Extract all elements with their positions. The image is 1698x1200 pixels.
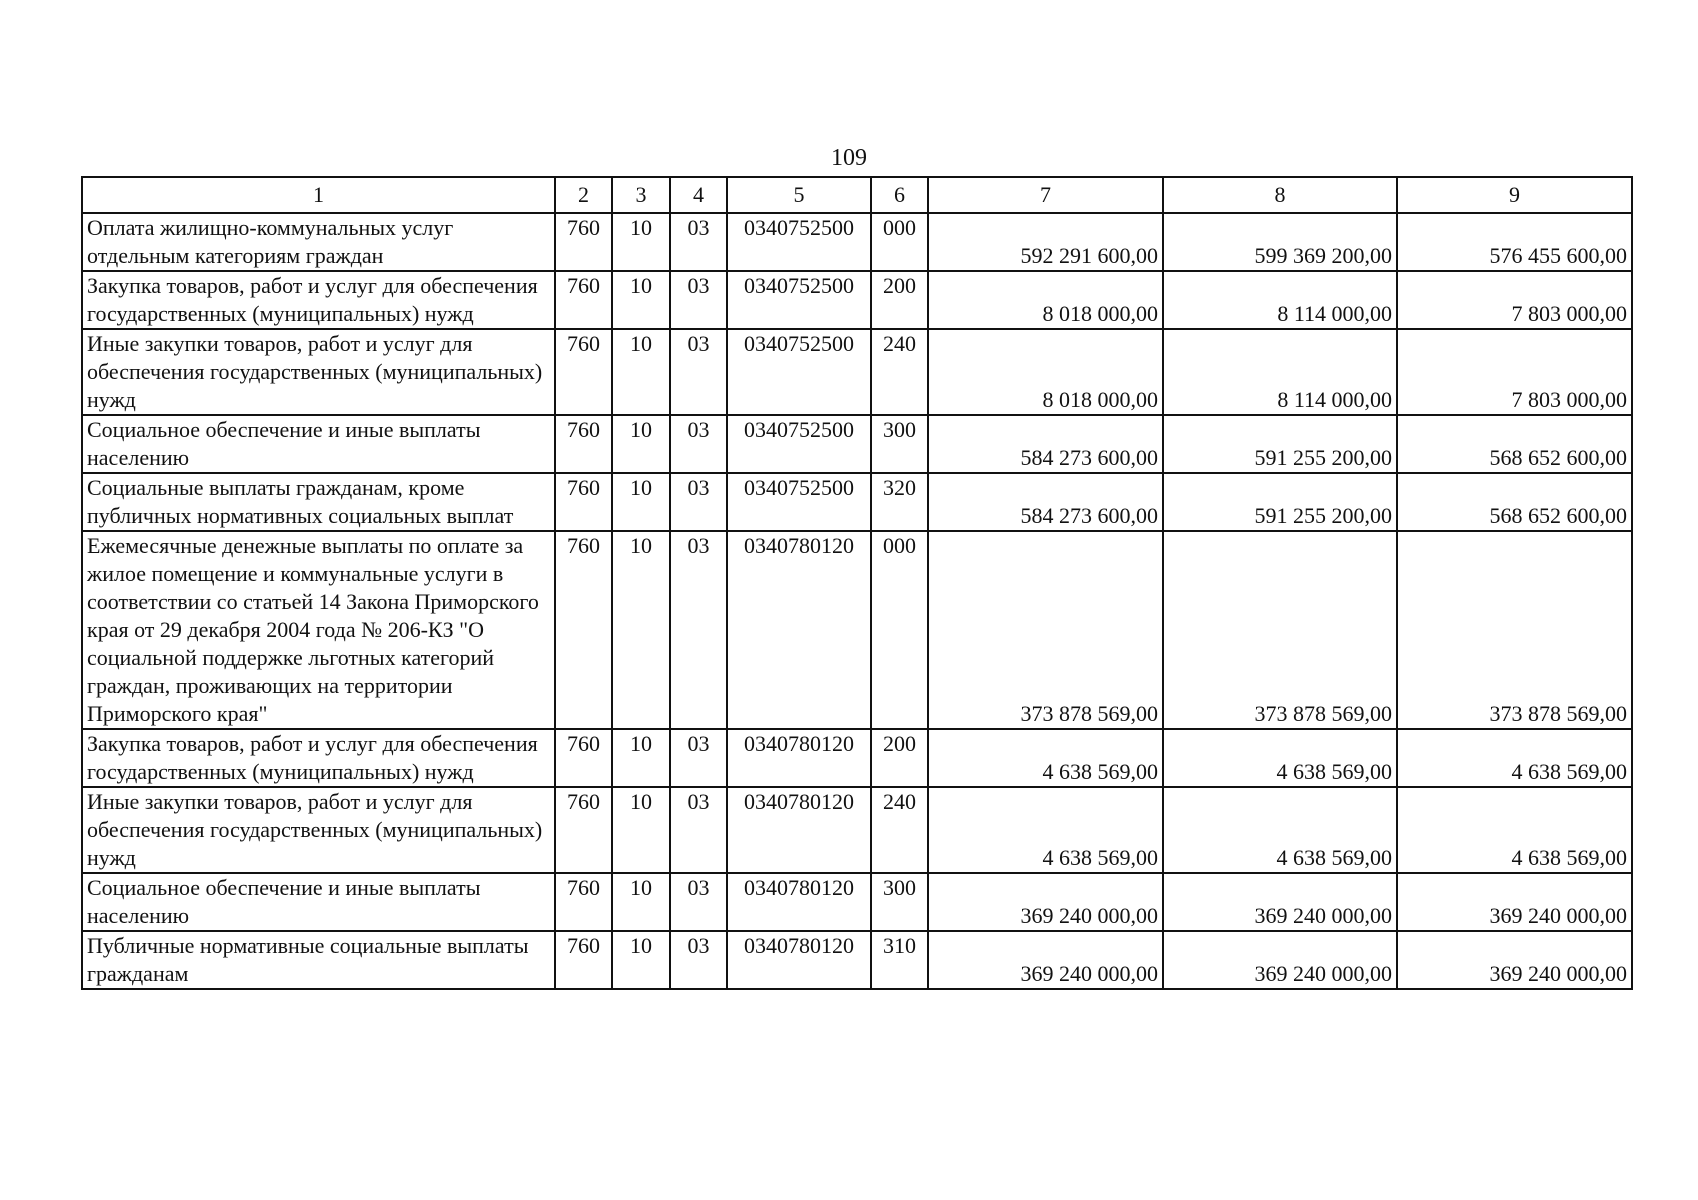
code-col-2: 760: [555, 271, 612, 329]
amount-col-7: 584 273 600,00: [928, 415, 1163, 473]
code-col-6: 200: [871, 271, 928, 329]
table-row: [82, 415, 1632, 473]
code-col-5: 0340780120: [727, 729, 871, 787]
code-col-5: 0340752500: [727, 271, 871, 329]
column-header: 1: [82, 177, 555, 213]
table-body: [82, 213, 1632, 989]
amount-col-8: 4 638 569,00: [1163, 729, 1397, 787]
table-row: [82, 931, 1632, 989]
table-row: [82, 473, 1632, 531]
expense-name: Иные закупки товаров, работ и услуг для обеспечения государственных (муниципальных) нужд: [82, 329, 555, 415]
amount-col-8: 599 369 200,00: [1163, 213, 1397, 271]
code-col-2: 760: [555, 787, 612, 873]
code-col-5: 0340752500: [727, 213, 871, 271]
amount-col-7: 369 240 000,00: [928, 873, 1163, 931]
code-col-4: 03: [670, 873, 727, 931]
header-row: [82, 177, 1632, 213]
code-col-3: 10: [612, 531, 670, 729]
amount-col-9: 7 803 000,00: [1397, 271, 1632, 329]
code-col-4: 03: [670, 213, 727, 271]
amount-col-9: 369 240 000,00: [1397, 873, 1632, 931]
amount-col-8: 591 255 200,00: [1163, 473, 1397, 531]
table-header: [82, 177, 1632, 213]
amount-col-8: 8 114 000,00: [1163, 271, 1397, 329]
table-row: [82, 873, 1632, 931]
expense-name: Закупка товаров, работ и услуг для обеспечения государственных (муниципальных) нужд: [82, 729, 555, 787]
code-col-2: 760: [555, 873, 612, 931]
code-col-4: 03: [670, 729, 727, 787]
code-col-3: 10: [612, 729, 670, 787]
code-col-3: 10: [612, 415, 670, 473]
code-col-4: 03: [670, 415, 727, 473]
amount-col-9: 7 803 000,00: [1397, 329, 1632, 415]
column-header: 6: [871, 177, 928, 213]
code-col-6: 240: [871, 329, 928, 415]
expense-name: Социальные выплаты гражданам, кроме публичных нормативных социальных выплат: [82, 473, 555, 531]
column-header: 3: [612, 177, 670, 213]
amount-col-7: 373 878 569,00: [928, 531, 1163, 729]
amount-col-7: 592 291 600,00: [928, 213, 1163, 271]
code-col-3: 10: [612, 787, 670, 873]
code-col-6: 000: [871, 531, 928, 729]
code-col-4: 03: [670, 329, 727, 415]
amount-col-7: 4 638 569,00: [928, 729, 1163, 787]
code-col-4: 03: [670, 931, 727, 989]
table-row: [82, 213, 1632, 271]
code-col-2: 760: [555, 531, 612, 729]
expense-name: Ежемесячные денежные выплаты по оплате за жилое помещение и коммунальные услуги в соответствии со статьей 14 Закона Приморского края от 29 декабря 2004 года № 206-КЗ "О социальной поддержке льготных категорий граждан, проживающих на территории Приморского края": [82, 531, 555, 729]
code-col-2: 760: [555, 473, 612, 531]
amount-col-8: 369 240 000,00: [1163, 873, 1397, 931]
table-row: [82, 729, 1632, 787]
code-col-3: 10: [612, 213, 670, 271]
code-col-2: 760: [555, 729, 612, 787]
amount-col-8: 373 878 569,00: [1163, 531, 1397, 729]
column-header: 9: [1397, 177, 1632, 213]
column-header: 8: [1163, 177, 1397, 213]
column-header: 7: [928, 177, 1163, 213]
budget-table: [81, 176, 1633, 990]
amount-col-9: 576 455 600,00: [1397, 213, 1632, 271]
amount-col-9: 4 638 569,00: [1397, 787, 1632, 873]
expense-name: Закупка товаров, работ и услуг для обеспечения государственных (муниципальных) нужд: [82, 271, 555, 329]
code-col-4: 03: [670, 473, 727, 531]
code-col-3: 10: [612, 873, 670, 931]
column-header: 5: [727, 177, 871, 213]
code-col-5: 0340752500: [727, 473, 871, 531]
code-col-2: 760: [555, 329, 612, 415]
amount-col-9: 4 638 569,00: [1397, 729, 1632, 787]
table-row: [82, 787, 1632, 873]
amount-col-9: 373 878 569,00: [1397, 531, 1632, 729]
column-header: 4: [670, 177, 727, 213]
table-row: [82, 271, 1632, 329]
code-col-3: 10: [612, 931, 670, 989]
code-col-6: 240: [871, 787, 928, 873]
amount-col-7: 8 018 000,00: [928, 271, 1163, 329]
amount-col-8: 369 240 000,00: [1163, 931, 1397, 989]
code-col-6: 300: [871, 873, 928, 931]
expense-name: Иные закупки товаров, работ и услуг для обеспечения государственных (муниципальных) нужд: [82, 787, 555, 873]
code-col-4: 03: [670, 531, 727, 729]
amount-col-8: 8 114 000,00: [1163, 329, 1397, 415]
code-col-4: 03: [670, 787, 727, 873]
code-col-6: 000: [871, 213, 928, 271]
code-col-6: 200: [871, 729, 928, 787]
code-col-3: 10: [612, 473, 670, 531]
amount-col-9: 568 652 600,00: [1397, 473, 1632, 531]
code-col-6: 320: [871, 473, 928, 531]
code-col-2: 760: [555, 213, 612, 271]
code-col-5: 0340780120: [727, 787, 871, 873]
amount-col-7: 4 638 569,00: [928, 787, 1163, 873]
code-col-2: 760: [555, 931, 612, 989]
code-col-3: 10: [612, 329, 670, 415]
table-row: [82, 329, 1632, 415]
expense-name: Социальное обеспечение и иные выплаты населению: [82, 415, 555, 473]
amount-col-8: 591 255 200,00: [1163, 415, 1397, 473]
amount-col-7: 584 273 600,00: [928, 473, 1163, 531]
code-col-5: 0340780120: [727, 873, 871, 931]
expense-name: Публичные нормативные социальные выплаты гражданам: [82, 931, 555, 989]
expense-name: Оплата жилищно-коммунальных услуг отдельным категориям граждан: [82, 213, 555, 271]
code-col-5: 0340780120: [727, 531, 871, 729]
code-col-4: 03: [670, 271, 727, 329]
amount-col-9: 369 240 000,00: [1397, 931, 1632, 989]
table-row: [82, 531, 1632, 729]
code-col-5: 0340780120: [727, 931, 871, 989]
code-col-2: 760: [555, 415, 612, 473]
code-col-3: 10: [612, 271, 670, 329]
amount-col-7: 369 240 000,00: [928, 931, 1163, 989]
code-col-6: 310: [871, 931, 928, 989]
code-col-5: 0340752500: [727, 329, 871, 415]
code-col-6: 300: [871, 415, 928, 473]
amount-col-7: 8 018 000,00: [928, 329, 1163, 415]
amount-col-8: 4 638 569,00: [1163, 787, 1397, 873]
amount-col-9: 568 652 600,00: [1397, 415, 1632, 473]
column-header: 2: [555, 177, 612, 213]
page-number: 109: [831, 145, 867, 171]
code-col-5: 0340752500: [727, 415, 871, 473]
expense-name: Социальное обеспечение и иные выплаты населению: [82, 873, 555, 931]
